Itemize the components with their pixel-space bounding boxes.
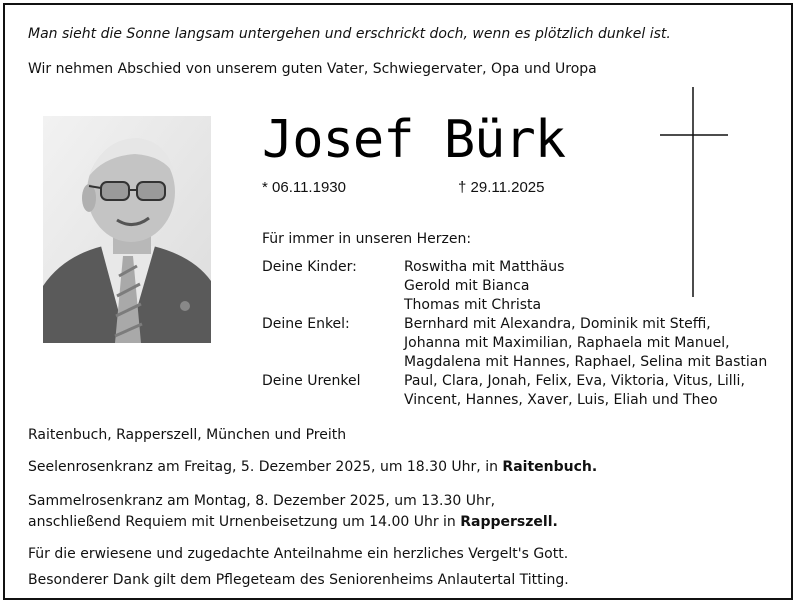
motto: Man sieht die Sonne langsam untergehen und erschrickt doch, wenn es plötzlich dunkel ist. (28, 26, 671, 42)
heart-line: Für immer in unseren Herzen: (262, 231, 472, 247)
thanks-line-1: Für die erwiesene und zugedachte Anteilnahme ein herzliches Vergelt's Gott. (28, 546, 569, 562)
list-item: Gerold mit Bianca (404, 278, 530, 294)
portrait-photo (43, 116, 211, 343)
great-grandchildren-label: Deine Urenkel (262, 373, 361, 389)
death-date: † 29.11.2025 (458, 179, 545, 196)
birth-date: * 06.11.1930 (262, 179, 346, 196)
list-item: Roswitha mit Matthäus (404, 259, 565, 275)
event-requiem (28, 513, 558, 531)
places-line: Raitenbuch, Rapperszell, München und Preith (28, 427, 347, 443)
list-item: Thomas mit Christa (404, 297, 542, 313)
event-place: Raitenbuch. (502, 459, 598, 475)
grandchildren-label: Deine Enkel: (262, 316, 350, 332)
deceased-name: Josef Bürk (262, 110, 566, 170)
list-item: Vincent, Hannes, Xaver, Luis, Eliah und Theo (404, 392, 718, 408)
intro-line: Wir nehmen Abschied von unserem guten Vater, Schwiegervater, Opa und Uropa (28, 61, 597, 77)
thanks-line-2: Besonderer Dank gilt dem Pflegeteam des Seniorenheims Anlautertal Titting. (28, 572, 569, 588)
cross-icon (660, 87, 728, 297)
event-text: anschließend Requiem mit Urnenbeisetzung um 14.00 Uhr in (28, 514, 461, 530)
event-rosary-1 (28, 458, 597, 476)
event-place: Rapperszell. (460, 514, 558, 530)
list-item: Magdalena mit Hannes, Raphael, Selina mit Bastian (404, 354, 768, 370)
event-rosary-2: Sammelrosenkranz am Montag, 8. Dezember 2025, um 13.30 Uhr, (28, 493, 496, 509)
list-item: Paul, Clara, Jonah, Felix, Eva, Viktoria, Vitus, Lilli, (404, 373, 745, 389)
list-item: Johanna mit Maximilian, Raphaela mit Manuel, (404, 335, 730, 351)
list-item: Bernhard mit Alexandra, Dominik mit Steffi, (404, 316, 711, 332)
event-text: Seelenrosenkranz am Freitag, 5. Dezember 2025, um 18.30 Uhr, in (28, 459, 503, 475)
children-label: Deine Kinder: (262, 259, 357, 275)
